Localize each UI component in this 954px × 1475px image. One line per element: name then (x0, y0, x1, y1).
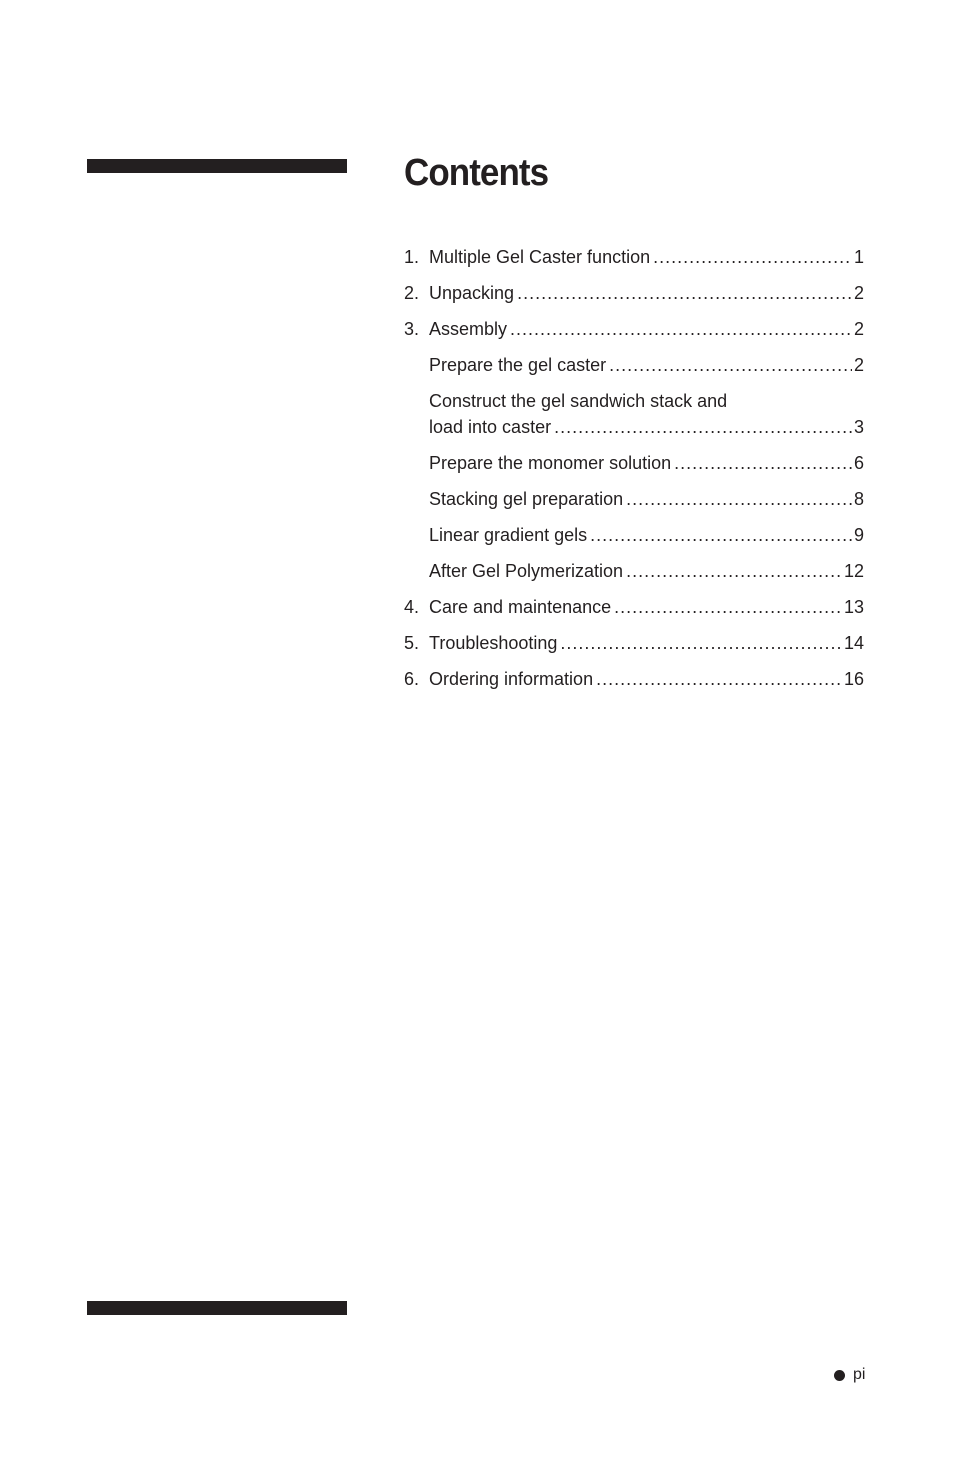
toc-entry-number: 3. (404, 319, 420, 339)
toc-entry-label-line1: Construct the gel sandwich stack and (429, 391, 728, 411)
toc-entry-page: 1 (853, 247, 864, 267)
toc-entry-number: 2. (404, 283, 420, 303)
toc-entry-page: 6 (853, 453, 864, 473)
bullet-icon (834, 1370, 845, 1381)
toc-entry-prepare-monomer-solution[interactable] (404, 450, 864, 476)
dot-leader (560, 630, 842, 656)
toc-entry-page: 9 (853, 525, 864, 545)
toc-entry-page: 2 (853, 319, 864, 339)
toc-entry-page: 16 (843, 669, 864, 689)
dot-leader (614, 594, 842, 620)
page-title: Contents (404, 152, 549, 194)
toc-entry-unpacking[interactable] (404, 280, 864, 306)
toc-entry-label: Linear gradient gels (429, 525, 588, 545)
toc-entry-construct-gel-sandwich[interactable] (404, 388, 864, 440)
toc-entry-stacking-gel-preparation[interactable] (404, 486, 864, 512)
toc-entry-page: 12 (843, 561, 864, 581)
dot-leader (626, 486, 852, 512)
toc-entry-number: 1. (404, 247, 420, 267)
toc-entry-number: 6. (404, 669, 420, 689)
dot-leader (626, 558, 842, 584)
toc-entry-after-gel-polymerization[interactable] (404, 558, 864, 584)
page-number: pi (853, 1366, 866, 1383)
dot-leader (510, 316, 852, 342)
toc-entry-multiple-gel-caster-function[interactable] (404, 244, 864, 270)
table-of-contents (404, 244, 864, 702)
dot-leader (609, 352, 852, 378)
toc-entry-page: 13 (843, 597, 864, 617)
toc-entry-label: Multiple Gel Caster function (429, 247, 651, 267)
toc-entry-page: 14 (843, 633, 864, 653)
dot-leader (674, 450, 852, 476)
bottom-rule (87, 1301, 347, 1315)
toc-entry-page: 3 (853, 417, 864, 437)
toc-entry-troubleshooting[interactable] (404, 630, 864, 656)
toc-entry-page: 2 (853, 283, 864, 303)
toc-entry-linear-gradient-gels[interactable] (404, 522, 864, 548)
dot-leader (554, 414, 852, 440)
toc-entry-prepare-gel-caster[interactable] (404, 352, 864, 378)
toc-entry-assembly[interactable] (404, 316, 864, 342)
page-footer (834, 1366, 865, 1384)
dot-leader (596, 666, 842, 692)
toc-entry-number: 4. (404, 597, 420, 617)
toc-entry-page: 8 (853, 489, 864, 509)
toc-entry-label: Prepare the gel caster (429, 355, 607, 375)
dot-leader (590, 522, 852, 548)
toc-entry-care-and-maintenance[interactable] (404, 594, 864, 620)
toc-entry-page: 2 (853, 355, 864, 375)
toc-entry-ordering-information[interactable] (404, 666, 864, 692)
toc-entry-label: Ordering information (429, 669, 594, 689)
toc-entry-label: Troubleshooting (429, 633, 558, 653)
toc-entry-label: Assembly (429, 319, 508, 339)
toc-entry-label: Care and maintenance (429, 597, 612, 617)
dot-leader (653, 244, 852, 270)
toc-entry-label: Stacking gel preparation (429, 489, 624, 509)
toc-entry-label: Unpacking (429, 283, 515, 303)
toc-entry-number: 5. (404, 633, 420, 653)
toc-entry-label-line2: load into caster (429, 417, 552, 437)
top-rule (87, 159, 347, 173)
toc-entry-label: Prepare the monomer solution (429, 453, 672, 473)
dot-leader (517, 280, 852, 306)
toc-entry-label: After Gel Polymerization (429, 561, 624, 581)
